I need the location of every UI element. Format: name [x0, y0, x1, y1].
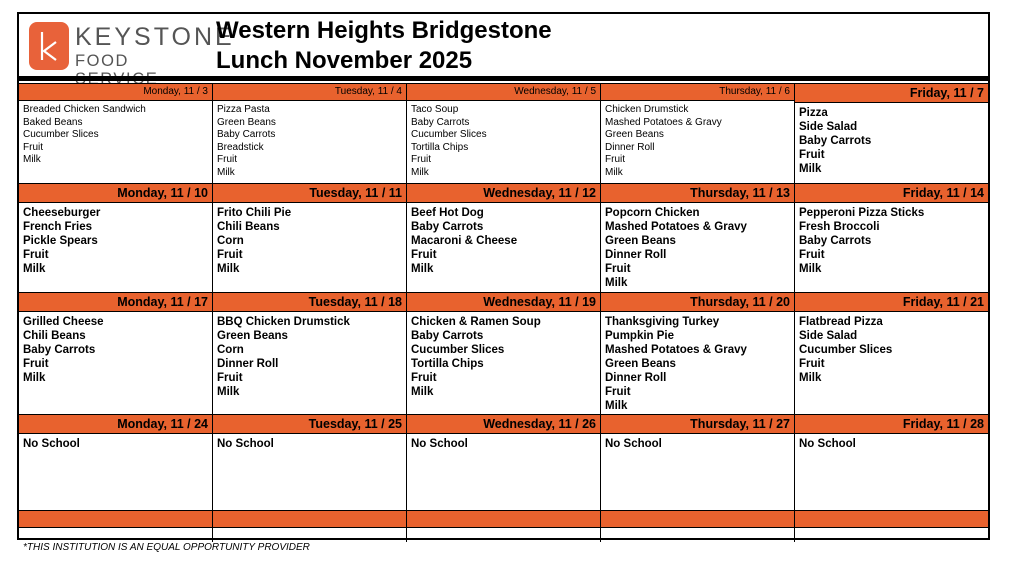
menu-item: Baby Carrots [411, 330, 484, 342]
day-cell [407, 292, 601, 414]
menu-item: Green Beans [605, 358, 676, 370]
empty-day-header [213, 510, 406, 528]
menu-item: Baby Carrots [799, 135, 872, 147]
menu-item: No School [23, 438, 80, 450]
day-header: Monday, 11 / 3 [19, 83, 212, 101]
day-header: Thursday, 11 / 20 [601, 292, 794, 312]
empty-day-header [19, 510, 212, 528]
menu-item: Fruit [217, 249, 243, 261]
menu-item: Breaded Chicken Sandwich [23, 104, 146, 115]
menu-item: Grilled Cheese [23, 316, 104, 328]
day-header: Friday, 11 / 14 [795, 183, 988, 203]
menu-item: Beef Hot Dog [411, 207, 484, 219]
menu-item: Fruit [605, 386, 631, 398]
page-title [216, 16, 552, 76]
day-cell [213, 414, 407, 510]
menu-items [601, 434, 794, 451]
day-cell [19, 183, 213, 292]
menu-item: Cucumber Slices [23, 129, 99, 141]
day-header: Thursday, 11 / 6 [601, 83, 794, 101]
day-cell [407, 83, 601, 183]
empty-day-cell [601, 510, 795, 542]
menu-item: Fruit [411, 372, 437, 384]
menu-sheet [17, 12, 990, 540]
menu-item: BBQ Chicken Drumstick [217, 316, 350, 328]
menu-item: Cucumber Slices [411, 129, 487, 141]
menu-item: Breadstick [217, 141, 264, 153]
menu-item: Milk [411, 386, 434, 398]
title-month: Lunch November 2025 [216, 47, 473, 74]
menu-item: Pizza [799, 107, 828, 119]
menu-item: Green Beans [217, 116, 276, 128]
equal-opportunity-note: *THIS INSTITUTION IS AN EQUAL OPPORTUNITY PROVIDER [23, 542, 310, 553]
menu-item: Chili Beans [23, 330, 86, 342]
menu-item: Fruit [217, 154, 237, 166]
menu-item: Chicken & Ramen Soup [411, 316, 541, 328]
menu-items [795, 203, 988, 276]
day-cell [601, 183, 795, 292]
menu-item: Pickle Spears [23, 235, 98, 247]
menu-item: Green Beans [605, 129, 664, 141]
logo-text-keystone: KEYSTONE [75, 23, 235, 51]
menu-item: No School [605, 438, 662, 450]
day-cell [213, 83, 407, 183]
menu-items [407, 312, 600, 399]
day-header: Monday, 11 / 10 [19, 183, 212, 203]
menu-items [795, 312, 988, 385]
day-cell [795, 83, 988, 183]
menu-item: Side Salad [799, 121, 858, 133]
menu-item: Milk [605, 166, 623, 178]
menu-item: Milk [605, 277, 628, 289]
menu-items [407, 203, 600, 276]
menu-item: Dinner Roll [605, 249, 667, 261]
day-header: Monday, 11 / 17 [19, 292, 212, 312]
menu-item: Dinner Roll [605, 141, 655, 153]
menu-items [795, 434, 988, 451]
week-row [19, 414, 988, 510]
day-header: Wednesday, 11 / 26 [407, 414, 600, 434]
empty-day-cell [19, 510, 213, 542]
menu-item: No School [799, 438, 856, 450]
menu-item: Baked Beans [23, 116, 83, 128]
menu-items [213, 312, 406, 399]
menu-item: Pepperoni Pizza Sticks [799, 207, 925, 219]
header-divider [19, 76, 988, 81]
day-header: Friday, 11 / 28 [795, 414, 988, 434]
day-header: Friday, 11 / 7 [795, 83, 988, 103]
menu-item: Mashed Potatoes & Gravy [605, 221, 747, 233]
day-header: Friday, 11 / 21 [795, 292, 988, 312]
menu-item: Milk [799, 263, 822, 275]
menu-item: Fruit [605, 154, 625, 166]
keystone-logo [29, 22, 235, 74]
header [19, 14, 988, 78]
day-header: Tuesday, 11 / 4 [213, 83, 406, 101]
menu-item: Tortilla Chips [411, 141, 469, 153]
menu-item: Side Salad [799, 330, 858, 342]
menu-item: No School [411, 438, 468, 450]
logo-text-food-service: FOOD [75, 52, 130, 70]
menu-item: Fruit [799, 249, 825, 261]
menu-item: Fruit [605, 263, 631, 275]
menu-item: Fruit [799, 149, 825, 161]
day-cell [213, 183, 407, 292]
menu-item: Popcorn Chicken [605, 207, 700, 219]
day-cell [213, 292, 407, 414]
menu-calendar [19, 83, 988, 542]
day-header: Tuesday, 11 / 11 [213, 183, 406, 203]
menu-item: Dinner Roll [217, 358, 279, 370]
menu-item: French Fries [23, 221, 93, 233]
day-cell [601, 292, 795, 414]
day-cell [19, 292, 213, 414]
day-cell [19, 83, 213, 183]
menu-item: Green Beans [217, 330, 288, 342]
day-header: Wednesday, 11 / 5 [407, 83, 600, 101]
empty-day-header [407, 510, 600, 528]
menu-items [601, 203, 794, 290]
empty-day-cell [795, 510, 988, 542]
menu-item: Fresh Broccoli [799, 221, 880, 233]
menu-item: Fruit [799, 358, 825, 370]
menu-item: Milk [217, 166, 235, 178]
week-row [19, 83, 988, 183]
menu-item: Chili Beans [217, 221, 280, 233]
menu-item: Baby Carrots [411, 221, 484, 233]
menu-item: Baby Carrots [217, 129, 276, 141]
menu-item: Flatbread Pizza [799, 316, 883, 328]
menu-item: Milk [799, 372, 822, 384]
empty-day-cell [213, 510, 407, 542]
day-cell [407, 183, 601, 292]
menu-items [213, 203, 406, 276]
menu-item: Baby Carrots [411, 116, 470, 128]
menu-item: Fruit [411, 249, 437, 261]
menu-item: Fruit [217, 372, 243, 384]
menu-item: Mashed Potatoes & Gravy [605, 116, 722, 128]
menu-item: Milk [605, 400, 628, 412]
menu-items [407, 434, 600, 451]
menu-items [19, 312, 212, 385]
day-cell [795, 183, 988, 292]
day-cell [407, 414, 601, 510]
title-school: Western Heights Bridgestone [216, 17, 552, 44]
menu-item: Milk [23, 154, 41, 166]
menu-item: Dinner Roll [605, 372, 667, 384]
menu-item: Mashed Potatoes & Gravy [605, 344, 747, 356]
day-header: Thursday, 11 / 27 [601, 414, 794, 434]
menu-item: Milk [217, 386, 240, 398]
menu-item: Thanksgiving Turkey [605, 316, 720, 328]
menu-item: Fruit [23, 249, 49, 261]
keystone-k-icon [29, 22, 69, 70]
menu-item: Cheeseburger [23, 207, 101, 219]
menu-item: Macaroni & Cheese [411, 235, 518, 247]
day-cell [795, 414, 988, 510]
day-header: Tuesday, 11 / 18 [213, 292, 406, 312]
menu-item: Green Beans [605, 235, 676, 247]
day-header: Tuesday, 11 / 25 [213, 414, 406, 434]
menu-items [19, 101, 212, 167]
menu-item: Milk [23, 263, 46, 275]
menu-item: Pumpkin Pie [605, 330, 675, 342]
day-cell [795, 292, 988, 414]
empty-day-cell [407, 510, 601, 542]
day-cell [601, 414, 795, 510]
menu-item: Baby Carrots [23, 344, 96, 356]
menu-items [19, 203, 212, 276]
day-cell [19, 414, 213, 510]
menu-item: Milk [23, 372, 46, 384]
menu-item: Fruit [23, 358, 49, 370]
menu-item: Milk [217, 263, 240, 275]
empty-week-row [19, 510, 988, 542]
menu-item: Cucumber Slices [799, 344, 893, 356]
day-header: Wednesday, 11 / 19 [407, 292, 600, 312]
menu-item: Corn [217, 344, 244, 356]
menu-item: Milk [411, 166, 429, 178]
day-header: Monday, 11 / 24 [19, 414, 212, 434]
menu-item: Tortilla Chips [411, 358, 484, 370]
menu-items [601, 312, 794, 413]
day-header: Wednesday, 11 / 12 [407, 183, 600, 203]
menu-item: No School [217, 438, 274, 450]
week-row [19, 183, 988, 292]
menu-item: Chicken Drumstick [605, 104, 689, 115]
menu-items [213, 101, 406, 180]
menu-items [213, 434, 406, 451]
menu-item: Pizza Pasta [217, 104, 270, 115]
menu-item: Fruit [411, 154, 431, 166]
menu-items [601, 101, 794, 180]
menu-item: Cucumber Slices [411, 344, 505, 356]
day-header: Thursday, 11 / 13 [601, 183, 794, 203]
menu-item: Frito Chili Pie [217, 207, 292, 219]
empty-day-header [795, 510, 988, 528]
menu-item: Corn [217, 235, 244, 247]
week-row [19, 292, 988, 414]
menu-items [19, 434, 212, 451]
menu-item: Taco Soup [411, 104, 459, 115]
menu-item: Milk [411, 263, 434, 275]
empty-day-header [601, 510, 794, 528]
menu-item: Milk [799, 163, 822, 175]
menu-items [407, 101, 600, 180]
menu-item: Baby Carrots [799, 235, 872, 247]
menu-items [795, 103, 988, 176]
day-cell [601, 83, 795, 183]
menu-item: Fruit [23, 141, 43, 153]
